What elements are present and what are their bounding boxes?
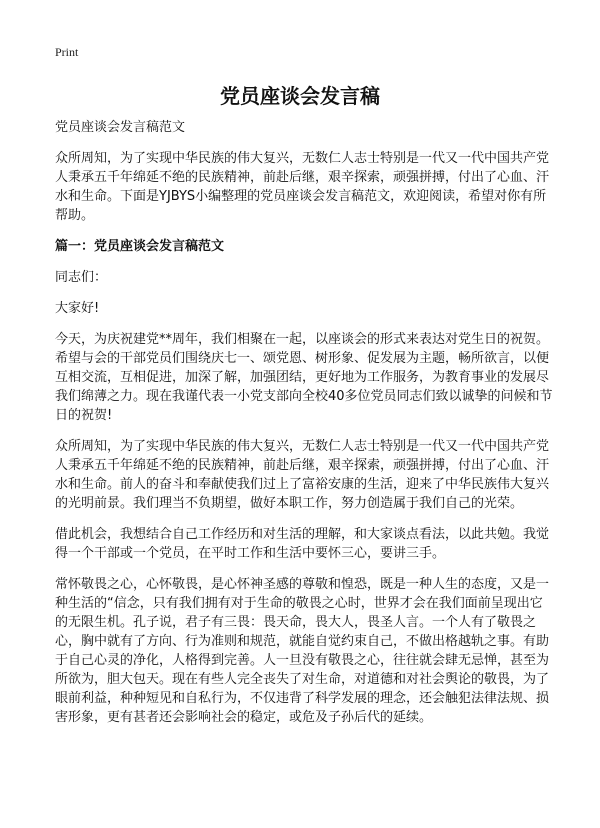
print-label: Print xyxy=(55,45,79,59)
document-body xyxy=(55,118,555,739)
page-title: 党员座谈会发言稿 xyxy=(220,84,380,108)
body-paragraph: 今天，为庆祝建党**周年，我们相聚在一起，以座谈会的形式来表达对党生日的祝贺。希望与会的干部党员们围绕庆七一、颂党恩、树形象、促发展为主题，畅所欲言，以便互相交流，互相促进，加深了解，加强团结，更好地为工作服务，为教育事业的发展尽我们绵薄之力。现在我谨代表一小党支部向全校40多位党员同志们致以诚挚的问候和节日的祝贺! xyxy=(55,332,553,423)
greeting: 大家好! xyxy=(55,301,100,316)
document-subtitle: 党员座谈会发言稿范文 xyxy=(55,120,186,135)
body-paragraph: 借此机会，我想结合自己工作经历和对生活的理解，和大家谈点看法，以此共勉。我觉得一个干部或一个党员，在平时工作和生活中要怀三心，要讲三手。 xyxy=(55,527,550,561)
body-paragraph: 常怀敬畏之心，心怀敬畏，是心怀神圣感的尊敬和惶恐，既是一种人生的态度，又是一种生活的“信念，只有我们拥有对于生命的敬畏之心时，世界才会在我们面前呈现出它的无限生机。孔子说，君子有三畏：畏天命，畏大人，畏圣人言。一个人有了敬畏之心，胸中就有了方向、行为准则和规范，就能自觉约束自己，不做出格越轨之事。有助于自己心灵的净化，人格得到完善。人一旦没有敬畏之心，往往就会肆无忌惮，甚至为所欲为，胆大包天。现在有些人完全丧失了对生命，对道德和对社会舆论的敬畏，为了眼前利益，种种短见和自私行为，不仅违背了科学发展的理念，还会触犯法律法规、损害形象，更有甚者还会影响社会的稳定，或危及子孙后代的延续。 xyxy=(55,577,550,725)
intro-paragraph: 众所周知，为了实现中华民族的伟大复兴，无数仁人志士特别是一代又一代中国共产党人秉承五千年绵延不绝的民族精神，前赴后继，艰辛探索，顽强拼搏，付出了心血、汗水和生命。下面是YJBYS小编整理的党员座谈会发言稿范文，欢迎阅读，希望对你有所帮助。 xyxy=(55,151,550,223)
body-paragraph: 众所周知，为了实现中华民族的伟大复兴，无数仁人志士特别是一代又一代中国共产党人秉承五千年绵延不绝的民族精神，前赴后继，艰辛探索，顽强拼搏，付出了心血、汗水和生命。前人的奋斗和奉献使我们过上了富裕安康的生活，迎来了中华民族伟大复兴的光明前景。我们理当不负期望，做好本职工作，努力创造属于我们自己的光荣。 xyxy=(55,439,550,511)
section-heading: 篇一：党员座谈会发言稿范文 xyxy=(55,239,225,254)
salutation: 同志们： xyxy=(55,270,108,285)
